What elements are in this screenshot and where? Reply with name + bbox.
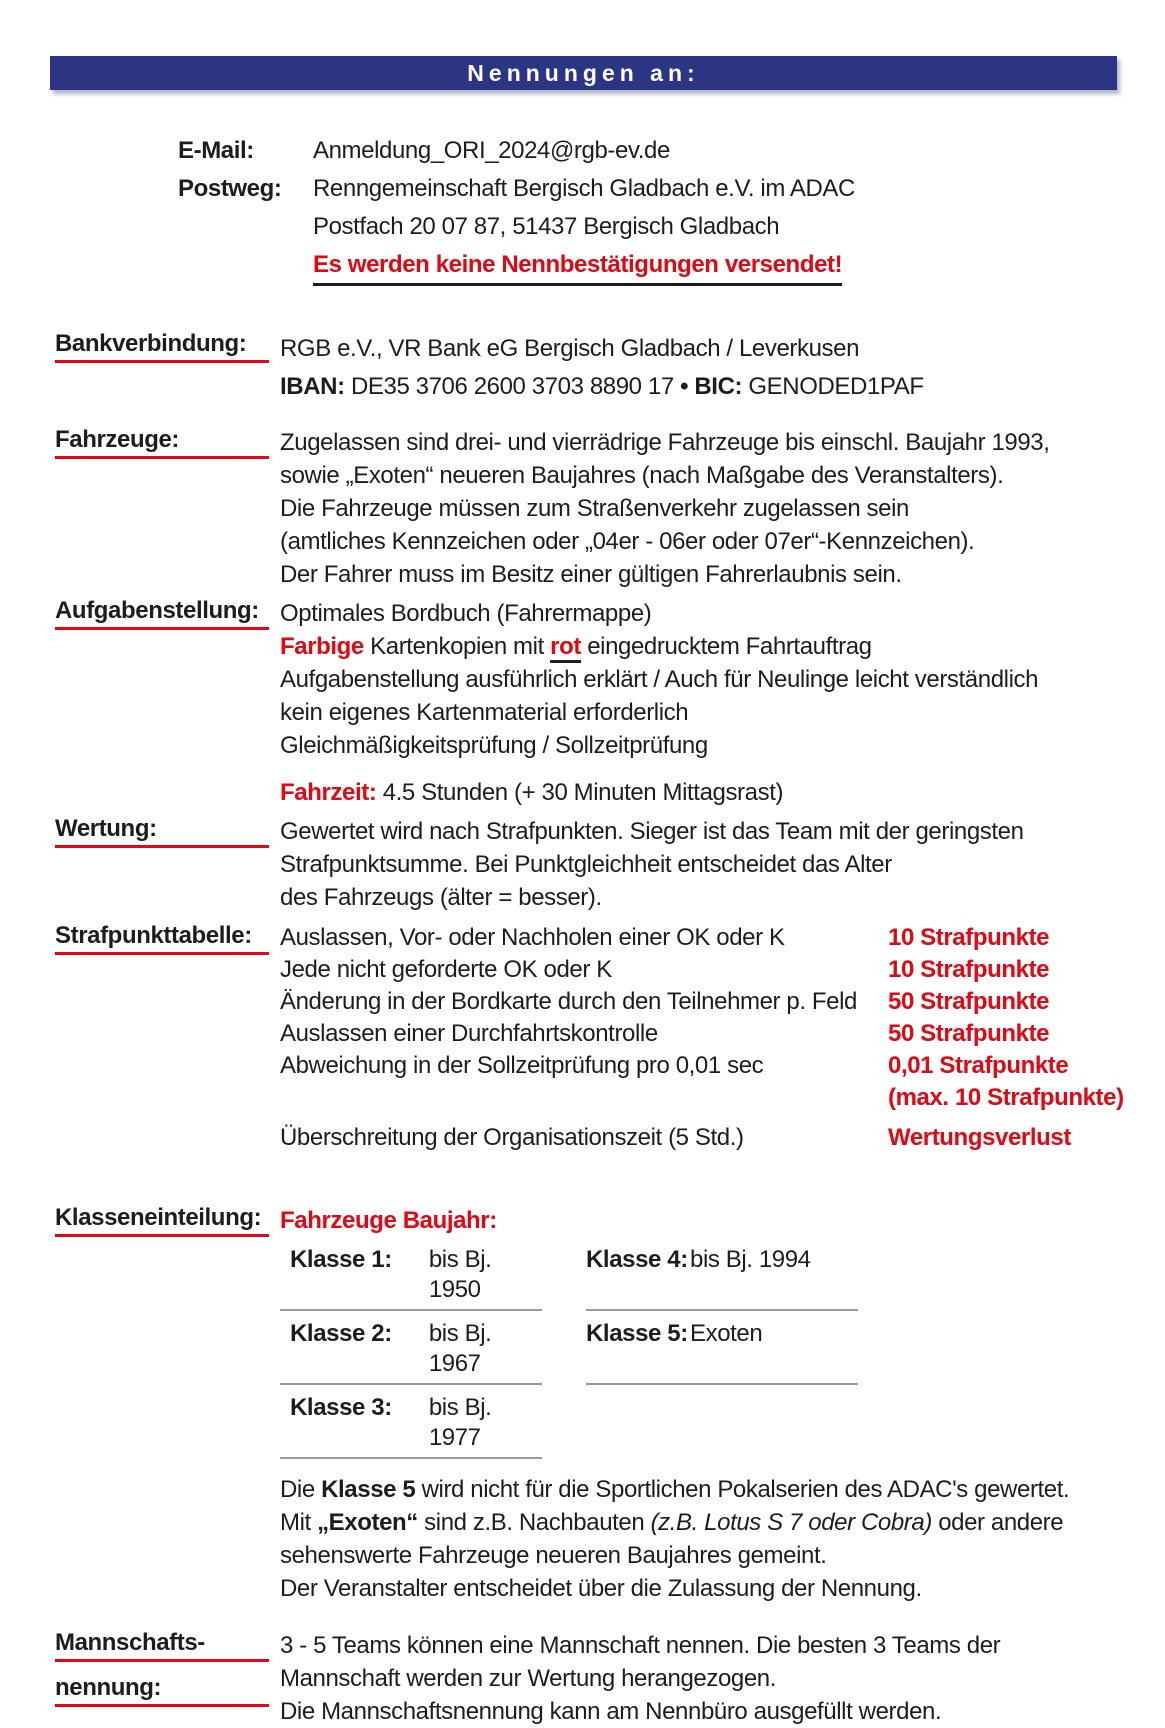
section-mannschaftsnennung <box>0 1629 1165 1728</box>
klasse-1-value: bis Bj. 1950 <box>428 1246 492 1303</box>
aufgabenstellung-content <box>280 597 1165 809</box>
klasseneinteilung-label: Klasseneinteilung: <box>55 1204 269 1237</box>
fahrzeit-value: 4.5 Stunden (+ 30 Minuten Mittagsrast) <box>382 779 784 806</box>
wertung-line: Gewertet wird nach Strafpunkten. Sieger ist das Team mit der geringsten <box>280 818 1024 845</box>
iban-value: DE35 3706 2600 3703 8890 17 <box>350 373 674 400</box>
fahrzeuge-line: (amtliches Kennzeichen oder „04er - 06er oder 07er“-Kennzeichen). <box>280 528 975 555</box>
klasse-3-value: bis Bj. 1977 <box>428 1394 492 1451</box>
fahrzeit-line <box>280 776 1165 809</box>
klasse-2-label: Klasse 2: <box>290 1320 392 1347</box>
klassen-row <box>280 1319 1165 1385</box>
fahrzeuge-line: sowie „Exoten“ neueren Baujahres (nach Maßgabe des Veranstalters). <box>280 462 1004 489</box>
aufgaben-line: Farbige Kartenkopien mit rot eingedrucktem Fahrtauftrag <box>280 630 1165 663</box>
section-wertung <box>0 815 1165 914</box>
penalty-row: Änderung in der Bordkarte durch den Teilnehmer p. Feld 50 Strafpunkte <box>280 988 1050 1015</box>
mann-label-line2: nennung: <box>55 1674 269 1707</box>
note-line: Die Klasse 5 wird nicht für die Sportlichen Pokalserien des ADAC's gewertet. <box>280 1476 1070 1503</box>
postweg-label: Postweg: <box>178 175 282 202</box>
klasse-5-label: Klasse 5: <box>586 1320 688 1347</box>
bank-line1: RGB e.V., VR Bank eG Bergisch Gladbach / Leverkusen <box>280 335 860 362</box>
note-line: Der Veranstalter entscheidet über die Zulassung der Nennung. <box>280 1575 922 1602</box>
page-title: Nennungen an: <box>467 59 700 86</box>
aufgaben-line: Aufgabenstellung ausführlich erklärt / Auch für Neulinge leicht verständlich <box>280 666 1039 693</box>
klasse-5-value: Exoten <box>690 1320 763 1347</box>
klasseneinteilung-content <box>280 1204 1165 1605</box>
mann-line: 3 - 5 Teams können eine Mannschaft nennen. Die besten 3 Teams der <box>280 1632 1001 1659</box>
klassen-row <box>280 1245 1165 1311</box>
section-strafpunkttabelle <box>0 922 1165 1154</box>
bic-value: GENODED1PAF <box>748 373 924 400</box>
klassen-note <box>280 1473 1165 1605</box>
penalty-row: Jede nicht geforderte OK oder K 10 Strafpunkte <box>280 956 1050 983</box>
penalty-row: Auslassen, Vor- oder Nachholen einer OK oder K 10 Strafpunkte <box>280 924 1050 951</box>
fahrzeuge-line: Die Fahrzeuge müssen zum Straßenverkehr zugelassen sein <box>280 495 909 522</box>
no-confirmation-warning: Es werden keine Nennbestätigungen versendet! <box>313 248 842 286</box>
klasse-4-label: Klasse 4: <box>586 1246 688 1273</box>
penalty-row: (max. 10 Strafpunkte) <box>888 1084 1124 1111</box>
bankverbindung-label: Bankverbindung: <box>55 330 269 363</box>
iban-label: IBAN: <box>280 373 345 400</box>
wertung-content <box>280 815 1165 914</box>
fahrzeuge-line: Der Fahrer muss im Besitz einer gültigen Fahrerlaubnis sein. <box>280 561 902 588</box>
klassen-heading: Fahrzeuge Baujahr: <box>280 1207 497 1234</box>
penalty-row: Abweichung in der Sollzeitprüfung pro 0,01 sec 0,01 Strafpunkte <box>280 1052 1069 1079</box>
strafpunkttabelle-content <box>280 922 1165 1154</box>
aufgaben-line: Gleichmäßigkeitsprüfung / Sollzeitprüfung <box>280 732 708 759</box>
section-fahrzeuge <box>0 426 1165 591</box>
aufgaben-line: Optimales Bordbuch (Fahrermappe) <box>280 600 652 627</box>
farbige-highlight: Farbige <box>280 633 364 660</box>
mannschaftsnennung-content <box>280 1629 1165 1728</box>
fahrzeuge-content <box>280 426 1165 591</box>
klassen-row <box>280 1393 1165 1459</box>
klasse-2-value: bis Bj. 1967 <box>428 1320 492 1377</box>
section-aufgabenstellung <box>0 597 1165 809</box>
strafpunkttabelle-label: Strafpunkttabelle: <box>55 922 269 955</box>
mann-label-line1: Mannschafts- <box>55 1629 269 1662</box>
penalty-row: Auslassen einer Durchfahrtskontrolle 50 Strafpunkte <box>280 1020 1050 1047</box>
wertung-label: Wertung: <box>55 815 269 848</box>
rot-highlight: rot <box>550 633 581 663</box>
wertung-line: des Fahrzeugs (älter = besser). <box>280 884 602 911</box>
email-value: Anmeldung_ORI_2024@rgb-ev.de <box>313 137 670 164</box>
klasse-1-label: Klasse 1: <box>290 1246 392 1273</box>
section-bankverbindung <box>0 330 1165 406</box>
penalty-row: Überschreitung der Organisationszeit (5 Std.) Wertungsverlust <box>280 1124 1071 1151</box>
email-label: E-Mail: <box>178 137 254 164</box>
mann-line: Mannschaft werden zur Wertung herangezogen. <box>280 1665 776 1692</box>
bank-line2 <box>280 368 1165 406</box>
aufgaben-line: kein eigenes Kartenmaterial erforderlich <box>280 699 689 726</box>
section-klasseneinteilung <box>0 1204 1165 1605</box>
header-bar <box>50 56 1117 90</box>
separator-dot: • <box>680 373 689 400</box>
fahrzeuge-label: Fahrzeuge: <box>55 426 269 459</box>
note-line: Mit „Exoten“ sind z.B. Nachbauten (z.B. Lotus S 7 oder Cobra) oder andere <box>280 1509 1064 1536</box>
bankverbindung-content <box>280 330 1165 406</box>
mann-line: Die Mannschaftsnennung kann am Nennbüro ausgefüllt werden. <box>280 1698 942 1725</box>
bic-label: BIC: <box>694 373 743 400</box>
fahrzeuge-line: Zugelassen sind drei- und vierrädrige Fahrzeuge bis einschl. Baujahr 1993, <box>280 429 1050 456</box>
klasse-4-value: bis Bj. 1994 <box>690 1246 811 1273</box>
postweg-line2: Postfach 20 07 87, 51437 Bergisch Gladbach <box>313 213 780 240</box>
note-line: sehenswerte Fahrzeuge neueren Baujahres gemeint. <box>280 1542 827 1569</box>
fahrzeit-label: Fahrzeit: <box>280 779 377 806</box>
postweg-line1: Renngemeinschaft Bergisch Gladbach e.V. im ADAC <box>313 175 855 202</box>
aufgabenstellung-label: Aufgabenstellung: <box>55 597 269 630</box>
klasse-3-label: Klasse 3: <box>290 1394 392 1421</box>
mannschaftsnennung-label <box>55 1629 280 1728</box>
wertung-line: Strafpunktsumme. Bei Punktgleichheit entscheidet das Alter <box>280 851 892 878</box>
contact-block <box>178 132 1165 286</box>
